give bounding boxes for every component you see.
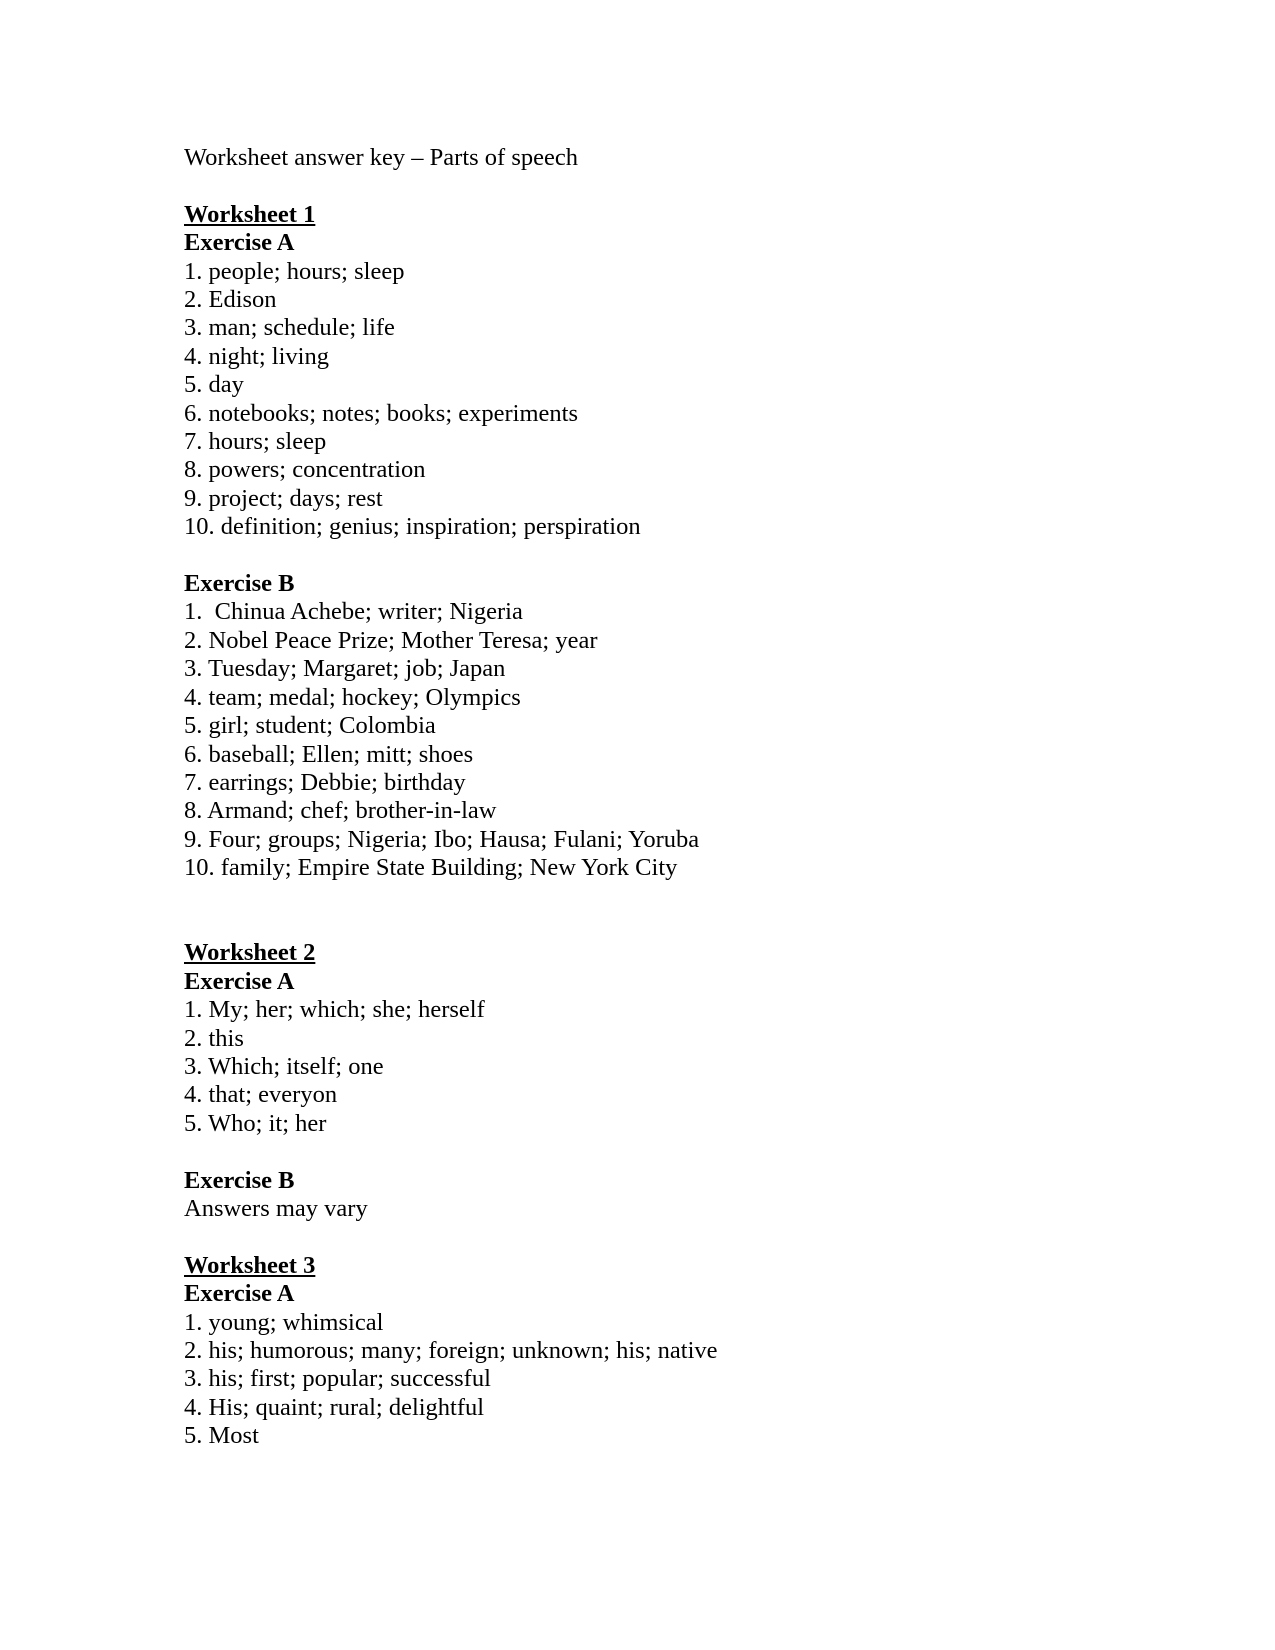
answer-item: 8. Armand; chef; brother-in-law [184,797,497,825]
worksheet-heading: Worksheet 3 [184,1251,316,1279]
answer-item: 4. that; everyon [184,1081,338,1109]
document-title: Worksheet answer key – Parts of speech [184,144,578,171]
answer-item: 1. Chinua Achebe; writer; Nigeria [184,598,523,626]
answer-list [184,1309,1184,1451]
document-page [184,144,1184,1451]
answer-item: 2. Nobel Peace Prize; Mother Teresa; year [184,626,598,654]
worksheet-3 [184,1252,1184,1451]
exercise-a [184,968,1184,1138]
answer-item: 4. His; quaint; rural; delightful [184,1393,485,1421]
answer-list [184,598,1184,882]
exercise-a [184,1280,1184,1450]
answer-item: 1. people; hours; sleep [184,257,405,285]
answer-item: 4. night; living [184,342,329,370]
answer-item: 2. Edison [184,286,277,314]
answer-item: 1. My; her; which; she; herself [184,996,485,1024]
exercise-note: Answers may vary [184,1194,368,1222]
spacer [184,883,1184,940]
answer-item: 6. notebooks; notes; books; experiments [184,399,578,427]
answer-item: 3. his; first; popular; successful [184,1365,491,1393]
answer-item: 3. Which; itself; one [184,1052,384,1080]
worksheet-heading: Worksheet 1 [184,200,316,228]
answer-item: 7. earrings; Debbie; birthday [184,768,466,796]
exercise-b [184,1167,1184,1224]
worksheet-2 [184,939,1184,1223]
exercise-a [184,229,1184,541]
answer-item: 10. family; Empire State Building; New York City [184,854,678,882]
answer-item: 1. young; whimsical [184,1308,384,1336]
answer-item: 5. Most [184,1422,259,1450]
answer-item: 9. project; days; rest [184,484,383,512]
answer-item: 5. Who; it; her [184,1109,327,1137]
spacer [184,542,1184,570]
spacer [184,1138,1184,1166]
answer-item: 2. his; humorous; many; foreign; unknown; his; native [184,1336,718,1364]
answer-item: 2. this [184,1024,244,1052]
answer-item: 7. hours; sleep [184,428,327,456]
spacer [184,1223,1184,1251]
exercise-heading: Exercise A [184,229,295,257]
exercise-heading: Exercise B [184,570,295,598]
answer-item: 8. powers; concentration [184,456,426,484]
exercise-b [184,570,1184,882]
worksheet-1 [184,201,1184,883]
answer-item: 3. man; schedule; life [184,314,395,342]
answer-item: 5. girl; student; Colombia [184,712,436,740]
worksheet-heading: Worksheet 2 [184,939,316,967]
answer-list [184,258,1184,542]
answer-item: 5. day [184,371,244,399]
answer-list [184,996,1184,1138]
answer-item: 9. Four; groups; Nigeria; Ibo; Hausa; Fulani; Yoruba [184,825,700,853]
exercise-heading: Exercise A [184,967,295,995]
exercise-heading: Exercise A [184,1280,295,1308]
exercise-heading: Exercise B [184,1166,295,1194]
answer-item: 10. definition; genius; inspiration; perspiration [184,513,641,541]
answer-item: 6. baseball; Ellen; mitt; shoes [184,740,474,768]
answer-item: 3. Tuesday; Margaret; job; Japan [184,655,506,683]
answer-item: 4. team; medal; hockey; Olympics [184,683,521,711]
